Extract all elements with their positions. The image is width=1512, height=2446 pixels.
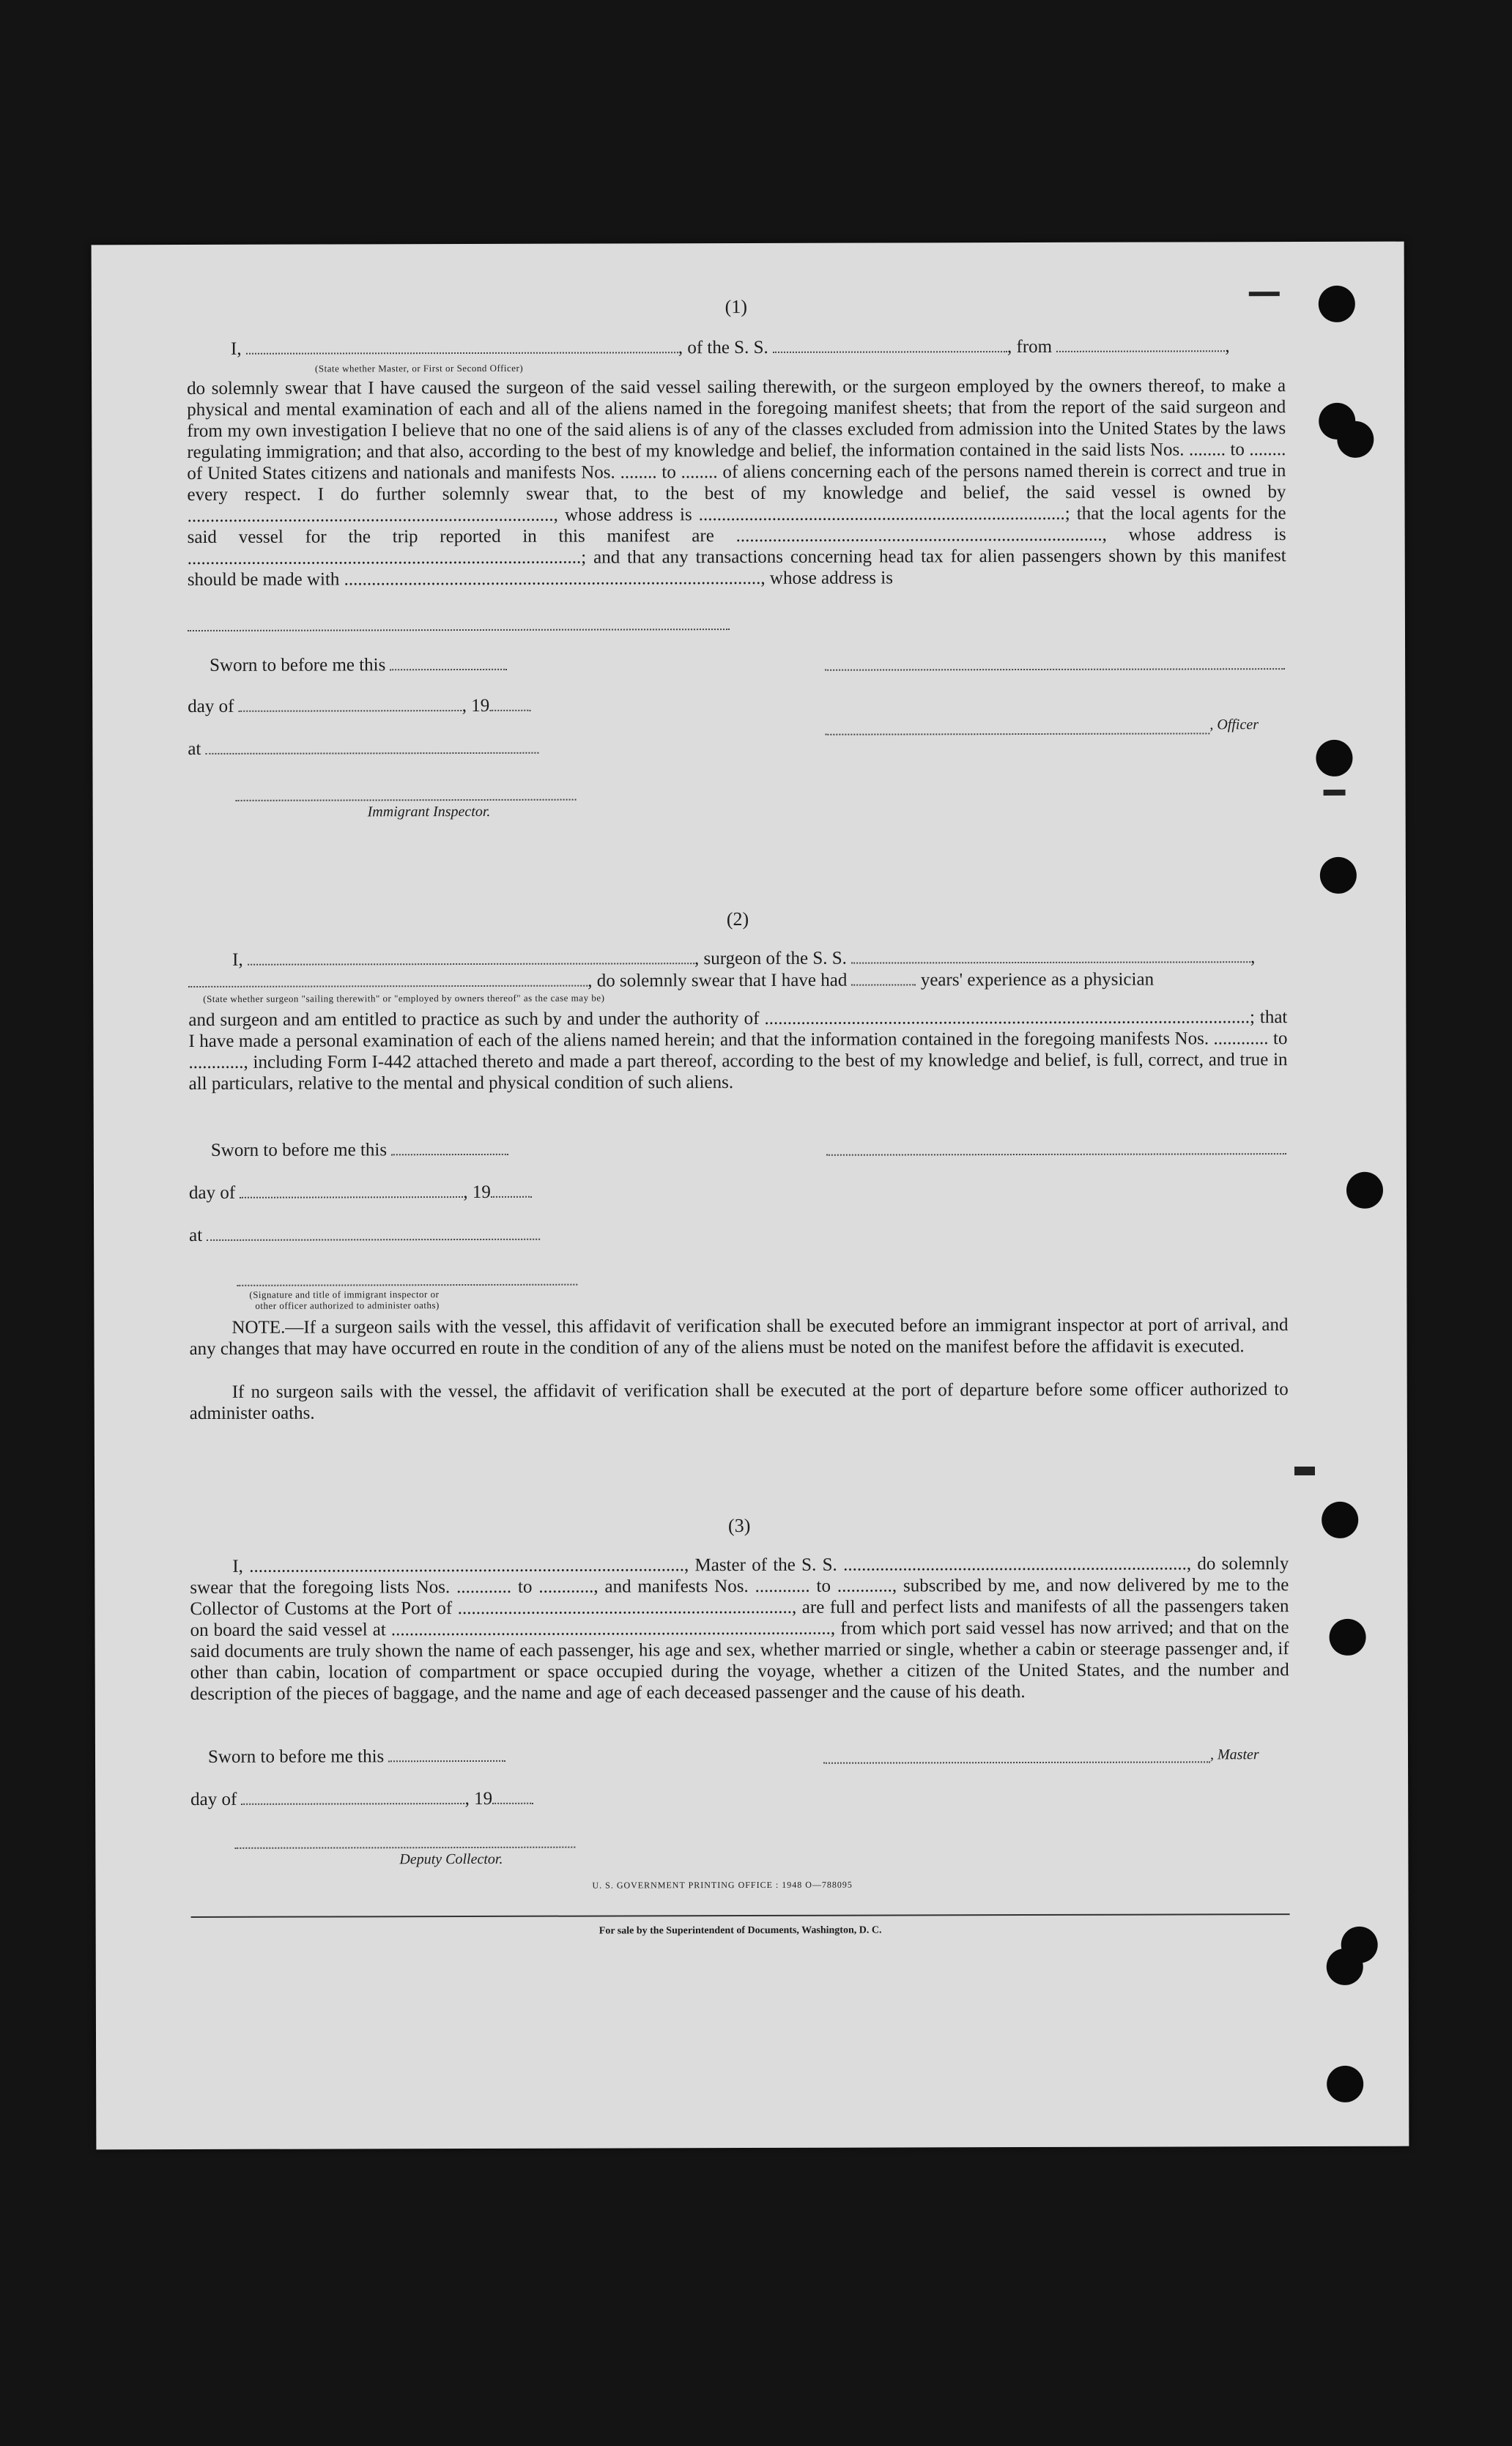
officer-signature-line[interactable]	[237, 1284, 577, 1286]
punch-hole	[1316, 740, 1352, 777]
continuation-blank[interactable]	[188, 629, 730, 631]
punch-hole	[1320, 857, 1357, 894]
officer-signature-line[interactable]	[825, 733, 1209, 735]
sworn-line: Sworn to before me this	[211, 1139, 577, 1161]
master-signature-line[interactable]	[823, 1761, 1210, 1763]
sale-notice: For sale by the Superintendent of Documents, Washington, D. C.	[598, 1924, 882, 1937]
year-blank[interactable]	[491, 1182, 532, 1198]
date-blank[interactable]	[388, 1746, 505, 1762]
punch-hole	[1322, 1502, 1358, 1538]
signature-note: (Signature and title of immigrant inspector or	[249, 1289, 440, 1300]
punch-hole	[1346, 1172, 1383, 1209]
date-blank[interactable]	[390, 654, 508, 670]
form-content	[187, 242, 1289, 1937]
collector-signature-line[interactable]	[234, 1847, 575, 1849]
vessel-blank[interactable]	[773, 336, 1007, 353]
officer-label: , Officer	[1209, 716, 1259, 733]
ink-smudge	[1324, 790, 1346, 796]
footer-rule	[191, 1913, 1290, 1918]
surgeon-status-blank[interactable]	[188, 971, 588, 987]
section-number: (2)	[726, 908, 749, 930]
day-line: day of , 19	[190, 1788, 579, 1810]
sworn-line: Sworn to before me this	[210, 654, 576, 676]
sworn-line: Sworn to before me this	[208, 1746, 574, 1768]
punch-hole	[1327, 1949, 1363, 1985]
name-blank[interactable]	[246, 337, 678, 355]
ink-smudge	[1294, 1467, 1315, 1475]
surgeon-name-blank[interactable]	[248, 948, 694, 966]
day-blank[interactable]	[240, 1182, 463, 1198]
date-blank[interactable]	[391, 1139, 508, 1155]
day-blank[interactable]	[239, 695, 462, 712]
inspector-label: Immigrant Inspector.	[367, 803, 491, 820]
day-blank[interactable]	[242, 1788, 465, 1805]
field-note: (State whether surgeon "sailing therewith" or "employed by owners thereof" as the case may be)	[203, 992, 605, 1004]
day-line: day of , 19	[189, 1182, 577, 1204]
year-blank[interactable]	[492, 1788, 533, 1804]
section2-first-line: I, , surgeon of the S. S. ,	[232, 947, 1256, 970]
inspector-signature-line[interactable]	[236, 799, 577, 801]
section-number: (3)	[727, 1515, 751, 1537]
place-blank[interactable]	[206, 738, 539, 755]
at-line: at	[189, 1224, 577, 1246]
master-label: , Master	[1209, 1746, 1259, 1763]
section1-body: do solemnly swear that I have caused the surgeon of the said vessel sailing therewith, or the surgeon employed by the owners thereof, to make a physical and mental examination of each and all of the aliens named in the foregoing manifest sheets; that from the report of the said surgeon and from my own investigation I believe that no one of the said aliens is of any of the classes excluded from admission into the United States by the laws regulating immigration; and that also, according to the best of my knowledge and belief, the information contained in the said lists Nos. ........ to ........ of United States citizens and nationals and manifests Nos. ........ to ........ of aliens concerning each of the persons named therein is correct and true in every respect. I do further solemnly swear that, to the best of my knowledge and belief, the said vessel is owned by ................................................................................, whose address is ................................................................................; that the local agents for the said vessel for the trip reported in this manifest are ................................................................................, whose address is ......................................................................................; and that any transactions concerning head tax for alien passengers shown by this manifest should be made with ..........................................................................................., whose address is	[187, 376, 1286, 590]
note-paragraph: If no surgeon sails with the vessel, the affidavit of verification shall be executed at the port of departure before some officer authorized to administer oaths.	[189, 1379, 1289, 1424]
punch-hole	[1330, 1619, 1366, 1656]
at-line: at	[188, 738, 576, 760]
signature-line[interactable]	[825, 668, 1285, 671]
section2-second-line: , do solemnly swear that I have had years' experience as a physician	[188, 968, 1287, 993]
field-note: (State whether Master, or First or Second Officer)	[315, 362, 524, 374]
years-blank[interactable]	[852, 969, 916, 985]
year-blank[interactable]	[489, 695, 530, 711]
note-paragraph: NOTE.—If a surgeon sails with the vessel, this affidavit of verification shall be executed before an immigrant inspector at port of arrival, and any changes that may have occurred en route in the condition of any of the aliens must be noted on the manifest before the affidavit is executed.	[189, 1315, 1289, 1360]
printing-office-imprint: U. S. GOVERNMENT PRINTING OFFICE : 1948 O—788095	[592, 1879, 853, 1891]
section-number: (1)	[724, 296, 748, 318]
section3-body: I, ..............................................................................................., Master of the S. S. ..........................................................................., do solemnly swear that the foregoing lists Nos. ............ to ............, and manifests Nos. ............ to ............, subscribed by me, and now delivered by me to the Collector of Customs at the Port of ........................................................................., are full and perfect lists and manifests of all the passengers taken on board the said vessel at ................................................................................................, from which port said vessel has now arrived; and that on the said documents are truly shown the name of each passenger, his age and sex, whether married or single, whether a cabin or steerage passenger and, if other than cabin, location of compartment or space occupied during the voyage, whether a citizen of the United States, and the number and description of the pieces of baggage, and the name and age of each deceased passenger and the cause of his death.	[190, 1554, 1289, 1705]
punch-hole	[1327, 2066, 1363, 2102]
section2-body: and surgeon and am entitled to practice as such by and under the authority of ..........................................................................................................; that I have made a personal examination of each of the aliens named herein; and that the information contained in the foregoing manifests Nos. ............ to ............, including Form I-442 attached thereto and made a part thereof, according to the best of my knowledge and belief, is full, correct, and true in all particulars, relative to the mental and physical condition of such aliens.	[188, 1007, 1288, 1094]
punch-hole	[1337, 421, 1374, 458]
section1-first-line: I, , of the S. S. , from ,	[230, 336, 1230, 359]
signature-note: other officer authorized to administer oaths)	[255, 1300, 440, 1311]
vessel-blank[interactable]	[851, 946, 1250, 963]
port-blank[interactable]	[1056, 336, 1225, 352]
place-blank[interactable]	[207, 1224, 540, 1241]
form-sheet	[92, 242, 1409, 2150]
surgeon-signature-line[interactable]	[826, 1153, 1286, 1156]
day-line: day of , 19	[188, 695, 576, 717]
punch-hole	[1319, 286, 1355, 322]
collector-label: Deputy Collector.	[399, 1850, 503, 1868]
